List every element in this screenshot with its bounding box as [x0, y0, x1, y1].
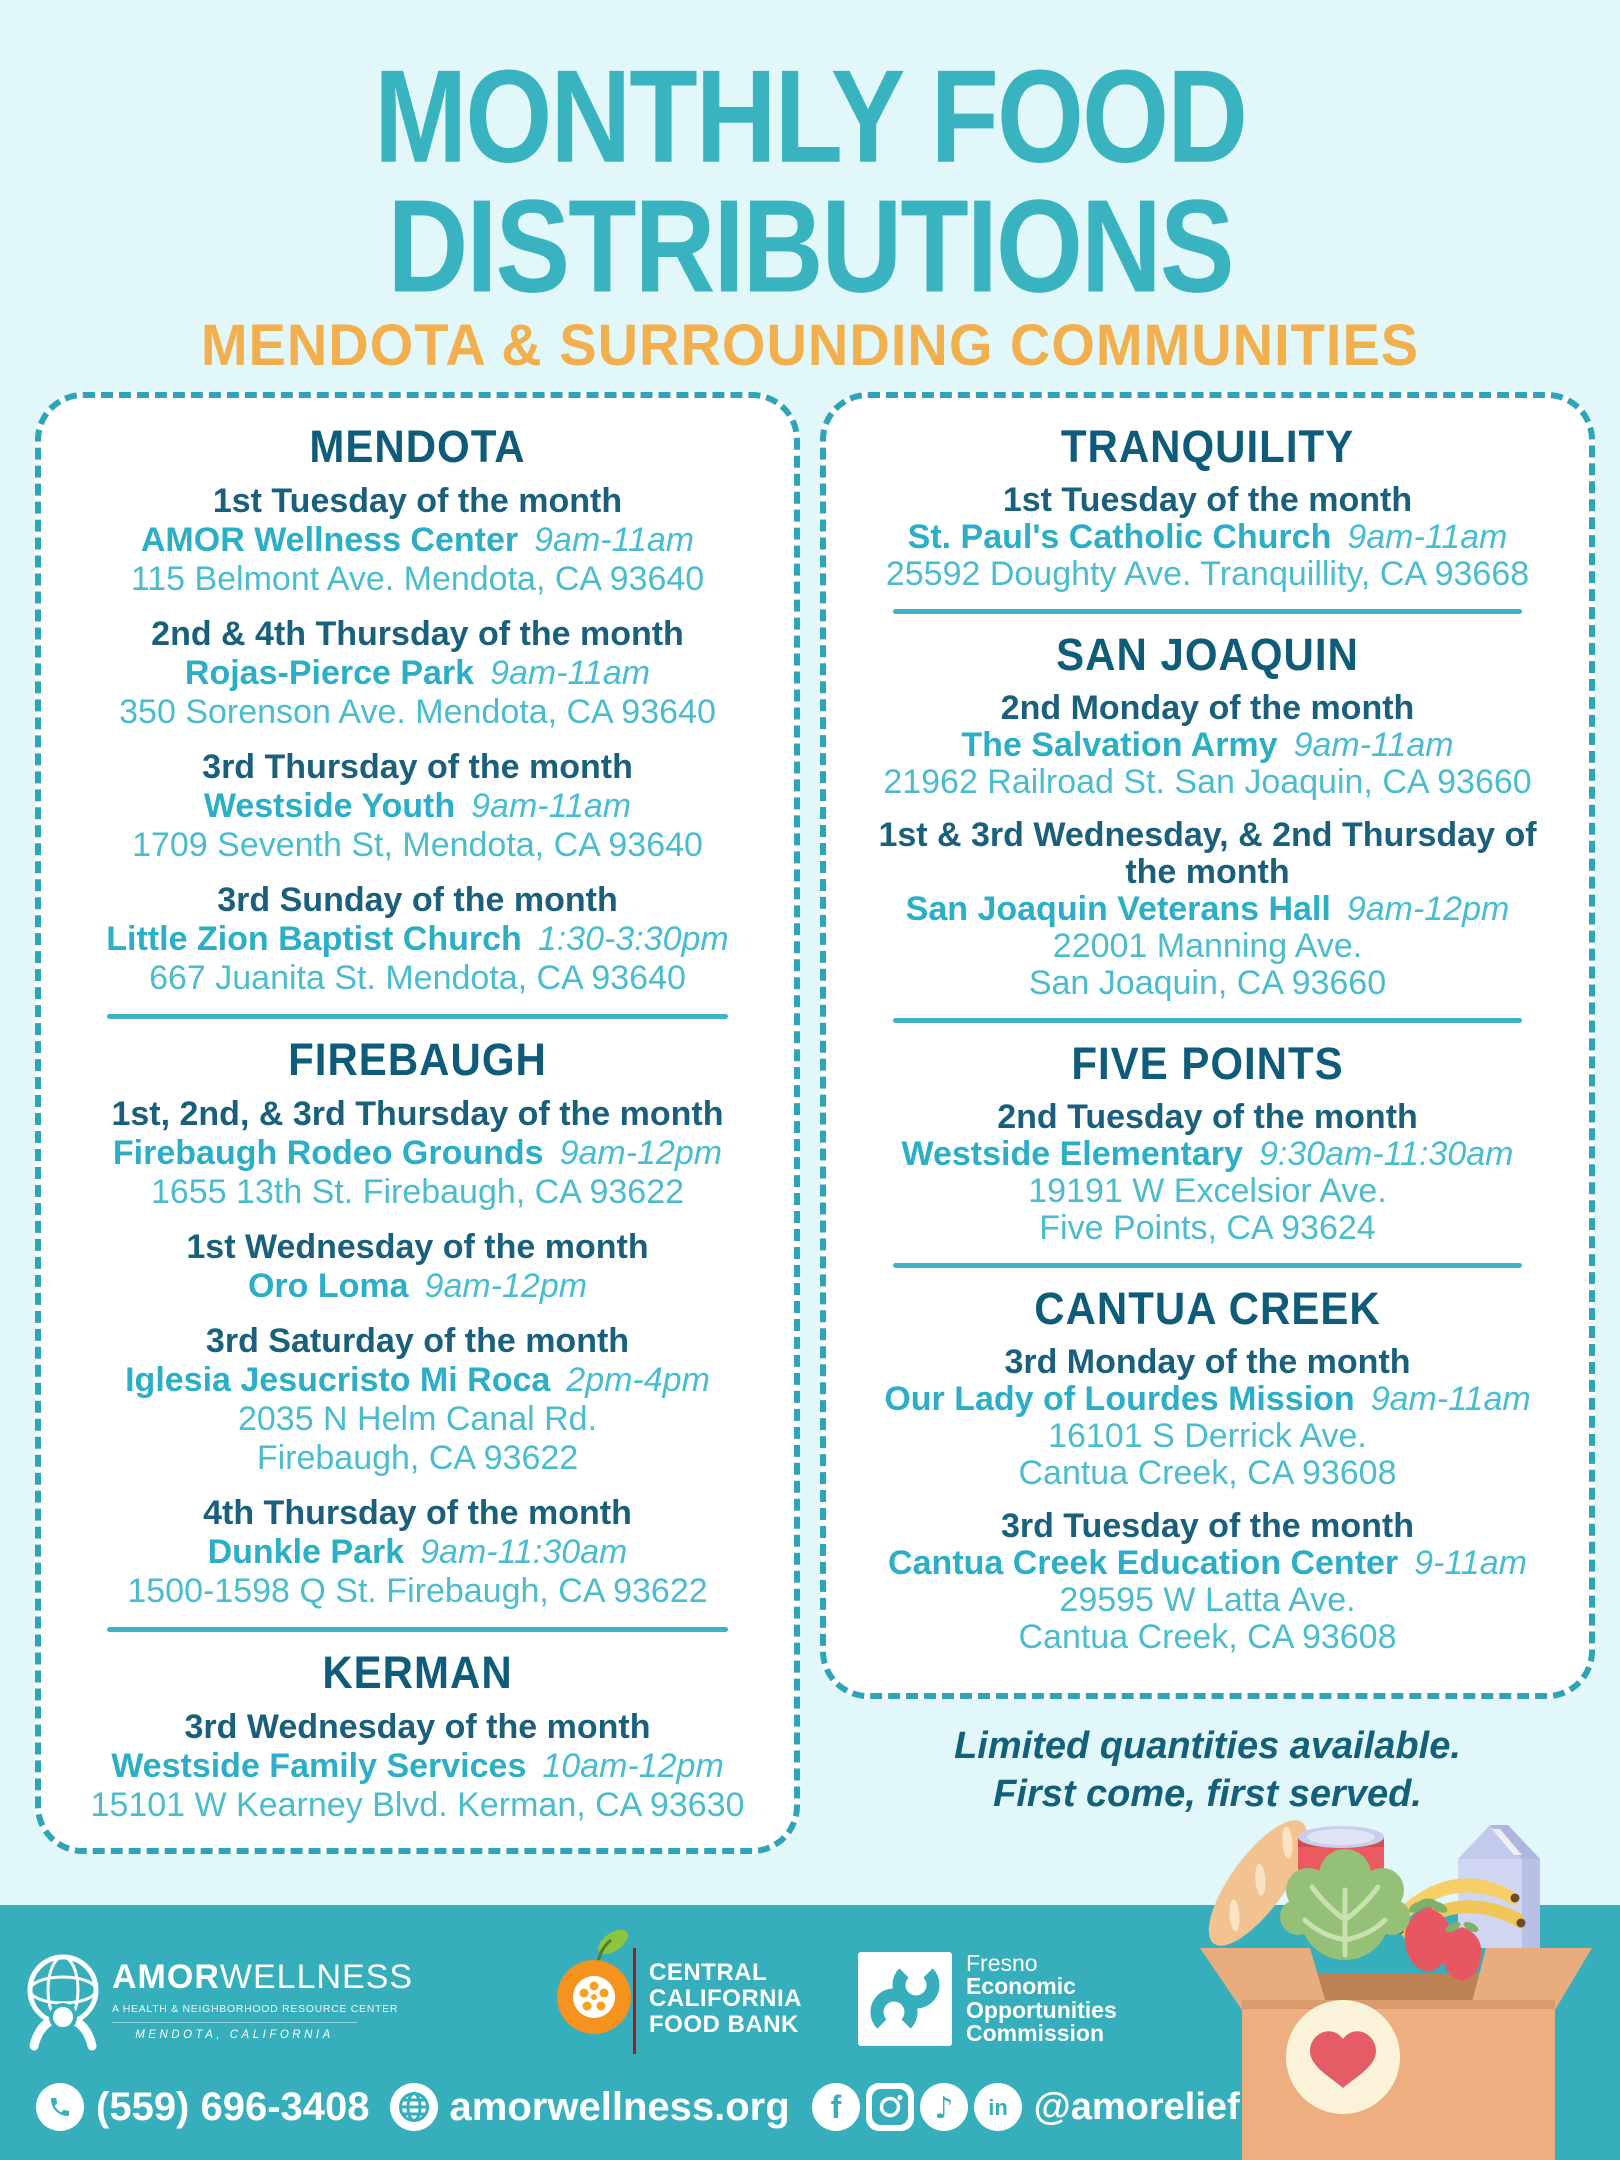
- section-san-joaquin: [850, 629, 1565, 1002]
- amor-location: MENDOTA, CALIFORNIA: [135, 2029, 334, 2041]
- linkedin-icon: [974, 2083, 1022, 2131]
- distribution-entry: 4th Thursday of the month Dunkle Park 9am-11:30am 1500-1598 Q St. Firebaugh, CA 93622: [127, 1494, 708, 1610]
- title-line-2: DISTRIBUTIONS: [387, 172, 1233, 320]
- amor-wellness-logo-icon: [24, 1946, 102, 2054]
- page-subtitle: MENDOTA & SURROUNDING COMMUNITIES: [200, 311, 1420, 378]
- social-icons: [812, 2083, 1022, 2131]
- panel-right: [820, 392, 1595, 1699]
- distribution-entry: 3rd Wednesday of the month Westside Family Services 10am-12pm 15101 W Kearney Blvd. Kerman, CA 93630: [90, 1708, 745, 1824]
- distribution-entry: 3rd Saturday of the month Iglesia Jesucristo Mi Roca 2pm-4pm 2035 N Helm Canal Rd. Firebaugh, CA 93622: [125, 1322, 710, 1477]
- header: [0, 42, 1620, 378]
- amor-divider: [112, 2022, 357, 2023]
- section-divider: [893, 609, 1522, 614]
- food-bank-wordmark: CENTRAL CALIFORNIA FOOD BANK: [649, 1959, 802, 2038]
- distribution-entry: 3rd Monday of the month Our Lady of Lourdes Mission 9am-11am 16101 S Derrick Ave. Cantua Creek, CA 93608: [884, 1343, 1531, 1492]
- amor-wellness-wordmark: AMORWELLNESS A HEALTH & NEIGHBORHOOD RESOURCE CENTER MENDOTA, CALIFORNIA: [112, 1958, 414, 2041]
- section-firebaugh: [65, 1034, 770, 1611]
- section-divider: [107, 1014, 727, 1019]
- section-mendota: [65, 421, 770, 998]
- svg-text:♪: ♪: [934, 2091, 954, 2126]
- fresno-eoc-wordmark: Fresno Economic Opportunities Commission: [966, 1950, 1117, 2046]
- city-header: FIVE POINTS: [1071, 1038, 1344, 1089]
- section-cantua-creek: [850, 1283, 1565, 1656]
- distribution-entry: 1st Tuesday of the month St. Paul's Catholic Church 9am-11am 25592 Doughty Ave. Tranquillity, CA 93668: [885, 481, 1530, 593]
- food-bank-logo-icon: [556, 1920, 638, 2056]
- website-url: amorwellness.org: [449, 2084, 790, 2129]
- availability-note: Limited quantities available. First come, first served.: [954, 1725, 1461, 1815]
- food-box-illustration: [1140, 1795, 1620, 2160]
- amor-tagline: A HEALTH & NEIGHBORHOOD RESOURCE CENTER: [112, 2003, 399, 2015]
- phone-icon: [36, 2083, 84, 2131]
- section-divider: [893, 1018, 1522, 1023]
- distribution-entry: 1st & 3rd Wednesday, & 2nd Thursday of the month San Joaquin Veterans Hall 9am-12pm 22001 Manning Ave. San Joaquin, CA 93660: [878, 816, 1537, 1002]
- distribution-entry: 1st, 2nd, & 3rd Thursday of the month Firebaugh Rodeo Grounds 9am-12pm 1655 13th St. Firebaugh, CA 93622: [111, 1095, 724, 1211]
- city-header: KERMAN: [322, 1647, 513, 1698]
- panel-left: [35, 392, 800, 1854]
- svg-text:f: f: [830, 2089, 841, 2125]
- city-header: SAN JOAQUIN: [1056, 629, 1359, 680]
- distribution-entry: 1st Wednesday of the month Oro Loma 9am-12pm: [186, 1228, 649, 1305]
- distribution-entry: 2nd Tuesday of the month Westside Elementary 9:30am-11:30am 19191 W Excelsior Ave. Five Points, CA 93624: [901, 1098, 1514, 1247]
- food-bank-divider: [633, 1948, 636, 2054]
- city-header: FIREBAUGH: [288, 1034, 547, 1085]
- section-kerman: [65, 1647, 770, 1825]
- contact-row: [36, 2082, 1240, 2132]
- instagram-icon: [866, 2083, 914, 2131]
- social-handle: @amorelief: [1033, 2085, 1240, 2128]
- distribution-entry: 3rd Thursday of the month Westside Youth 9am-11am 1709 Seventh St, Mendota, CA 93640: [132, 748, 703, 864]
- website-globe-icon: [390, 2083, 438, 2131]
- distribution-entry: 1st Tuesday of the month AMOR Wellness Center 9am-11am 115 Belmont Ave. Mendota, CA 93640: [130, 482, 705, 598]
- fresno-eoc-logo-icon: [858, 1952, 952, 2046]
- distribution-entry: 3rd Tuesday of the month Cantua Creek Education Center 9-11am 29595 W Latta Ave. Cantua Creek, CA 93608: [888, 1507, 1527, 1656]
- section-divider: [893, 1263, 1522, 1268]
- distribution-entry: 2nd & 4th Thursday of the month Rojas-Pierce Park 9am-11am 350 Sorenson Ave. Mendota, CA 93640: [119, 615, 716, 731]
- tiktok-icon: [920, 2083, 968, 2131]
- section-five-points: [850, 1038, 1565, 1247]
- city-header: CANTUA CREEK: [1034, 1283, 1381, 1334]
- distribution-entry: 3rd Sunday of the month Little Zion Baptist Church 1:30-3:30pm 667 Juanita St. Mendota, CA 93640: [106, 881, 729, 997]
- section-divider: [107, 1627, 727, 1632]
- svg-text:in: in: [987, 2095, 1008, 2120]
- phone-number: (559) 696-3408: [96, 2084, 370, 2129]
- title-line-1: MONTHLY FOOD: [373, 42, 1247, 191]
- city-header: TRANQUILITY: [1060, 421, 1355, 472]
- page-title: [0, 42, 1620, 320]
- facebook-icon: [812, 2083, 860, 2131]
- distribution-entry: 2nd Monday of the month The Salvation Army 9am-11am 21962 Railroad St. San Joaquin, CA 93660: [883, 689, 1532, 801]
- section-tranquility: [850, 421, 1565, 593]
- city-header: MENDOTA: [309, 421, 526, 472]
